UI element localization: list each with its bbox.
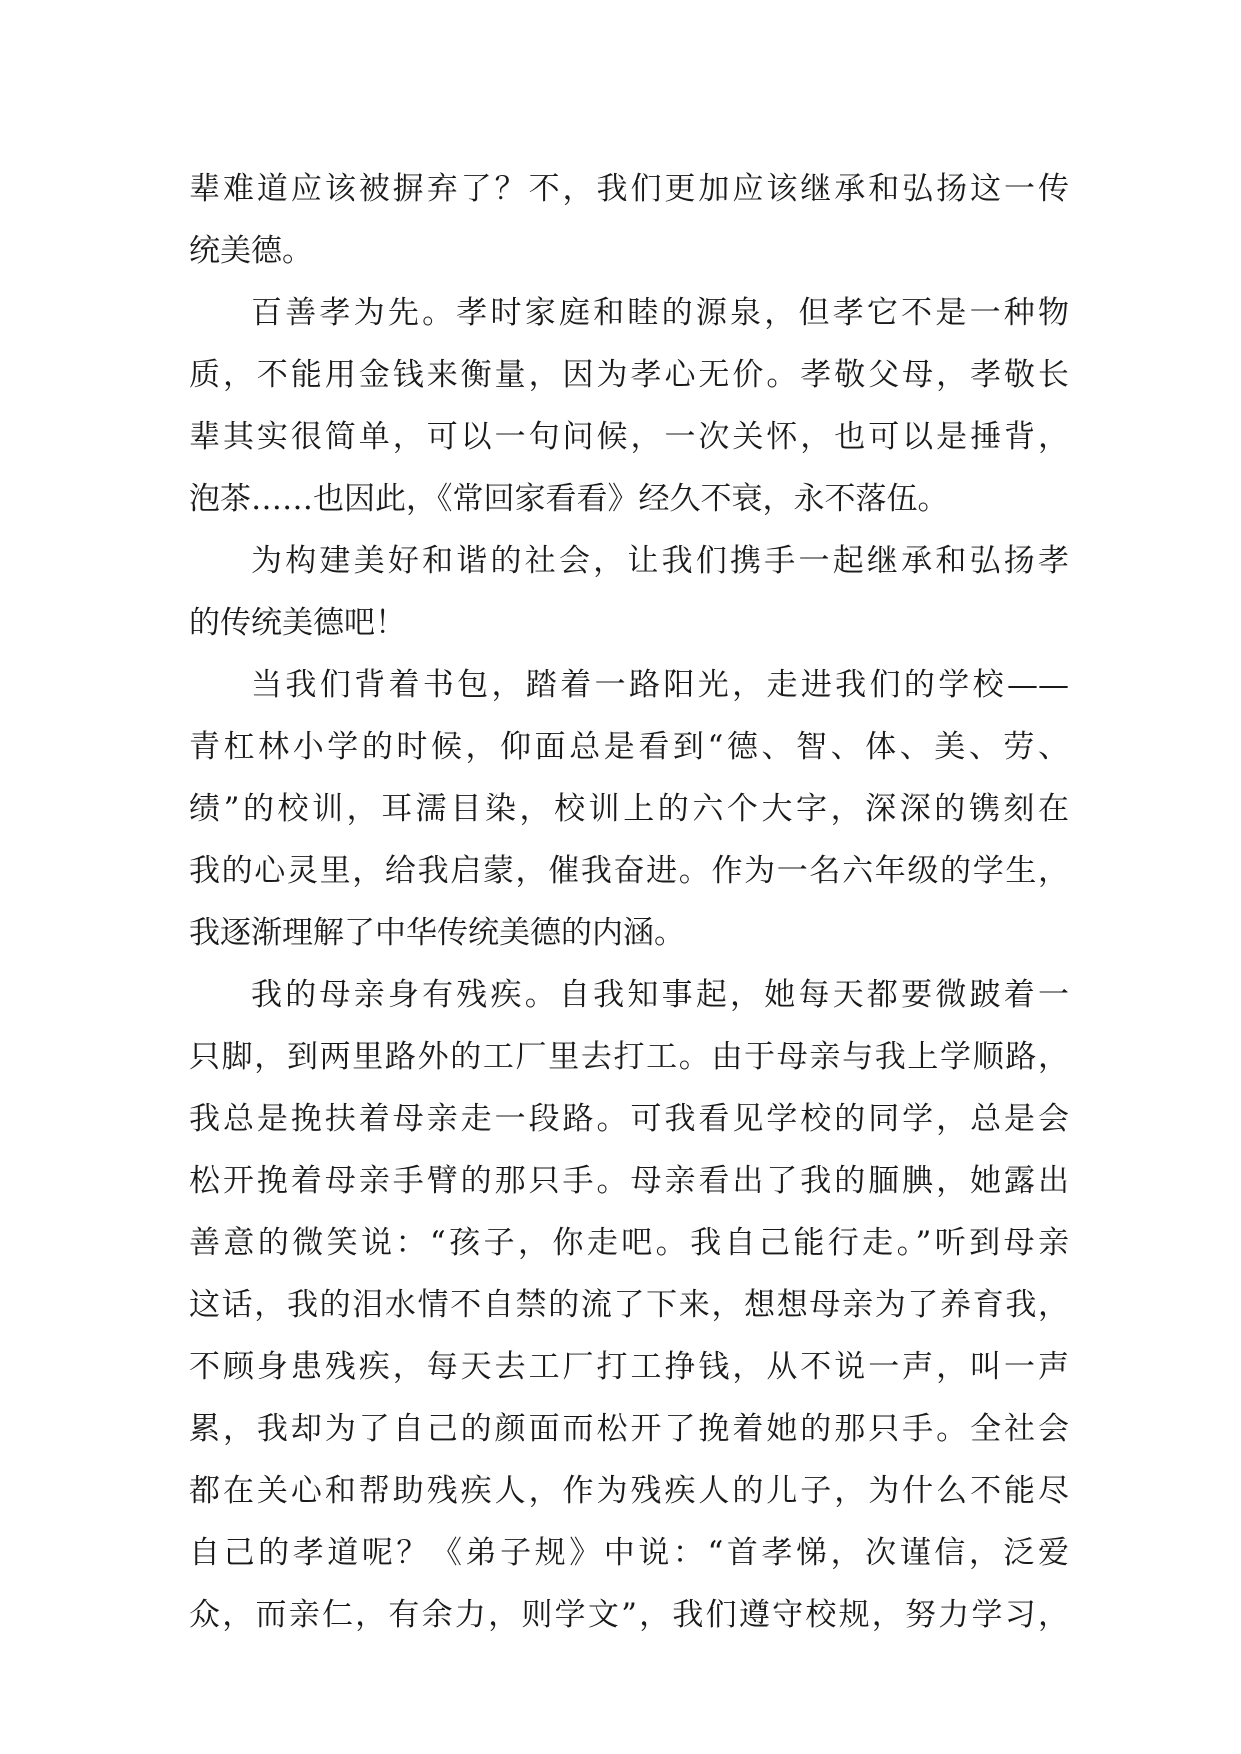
text-line: 只脚，到两里路外的工厂里去打工。由于母亲与我上学顺路， — [189, 1039, 1069, 1075]
text-line: 为构建美好和谐的社会，让我们携手一起继承和弘扬孝 — [251, 543, 1069, 579]
text-line: 都在关心和帮助残疾人，作为残疾人的儿子，为什么不能尽 — [189, 1473, 1069, 1509]
text-line: 泡茶……也因此，《常回家看看》经久不衰，永不落伍。 — [189, 481, 949, 517]
text-line: 辈难道应该被摒弃了？不，我们更加应该继承和弘扬这一传 — [189, 171, 1069, 207]
text-line: 自己的孝道呢？《弟子规》中说：“首孝悌，次谨信，泛爱 — [189, 1535, 1069, 1571]
text-line: 我的母亲身有残疾。自我知事起，她每天都要微跛着一 — [251, 977, 1069, 1013]
text-line: 善意的微笑说：“孩子，你走吧。我自己能行走。”听到母亲 — [189, 1225, 1069, 1261]
document-body — [189, 158, 1069, 1646]
text-line: 我总是挽扶着母亲走一段路。可我看见学校的同学，总是会 — [189, 1101, 1069, 1137]
text-line: 众，而亲仁，有余力，则学文”，我们遵守校规，努力学习， — [189, 1597, 1069, 1633]
text-line: 百善孝为先。孝时家庭和睦的源泉，但孝它不是一种物 — [251, 295, 1069, 331]
text-line: 不顾身患残疾，每天去工厂打工挣钱，从不说一声，叫一声 — [189, 1349, 1069, 1385]
text-line: 辈其实很简单，可以一句问候，一次关怀，也可以是捶背， — [189, 419, 1069, 455]
text-line: 质，不能用金钱来衡量，因为孝心无价。孝敬父母，孝敬长 — [189, 357, 1069, 393]
text-line: 的传统美德吧！ — [189, 605, 406, 641]
text-line: 松开挽着母亲手臂的那只手。母亲看出了我的腼腆，她露出 — [189, 1163, 1069, 1199]
text-line: 这话，我的泪水情不自禁的流了下来，想想母亲为了养育我， — [189, 1287, 1069, 1323]
text-line: 累，我却为了自己的颜面而松开了挽着她的那只手。全社会 — [189, 1411, 1069, 1447]
text-line: 当我们背着书包，踏着一路阳光，走进我们的学校—— — [251, 667, 1069, 703]
text-line: 统美德。 — [189, 233, 313, 269]
text-line: 青杠林小学的时候，仰面总是看到“德、智、体、美、劳、 — [189, 729, 1069, 765]
text-line: 我逐渐理解了中华传统美德的内涵。 — [189, 915, 685, 951]
text-line: 我的心灵里，给我启蒙，催我奋进。作为一名六年级的学生， — [189, 853, 1069, 889]
text-line: 绩”的校训，耳濡目染，校训上的六个大字，深深的镌刻在 — [189, 791, 1069, 827]
